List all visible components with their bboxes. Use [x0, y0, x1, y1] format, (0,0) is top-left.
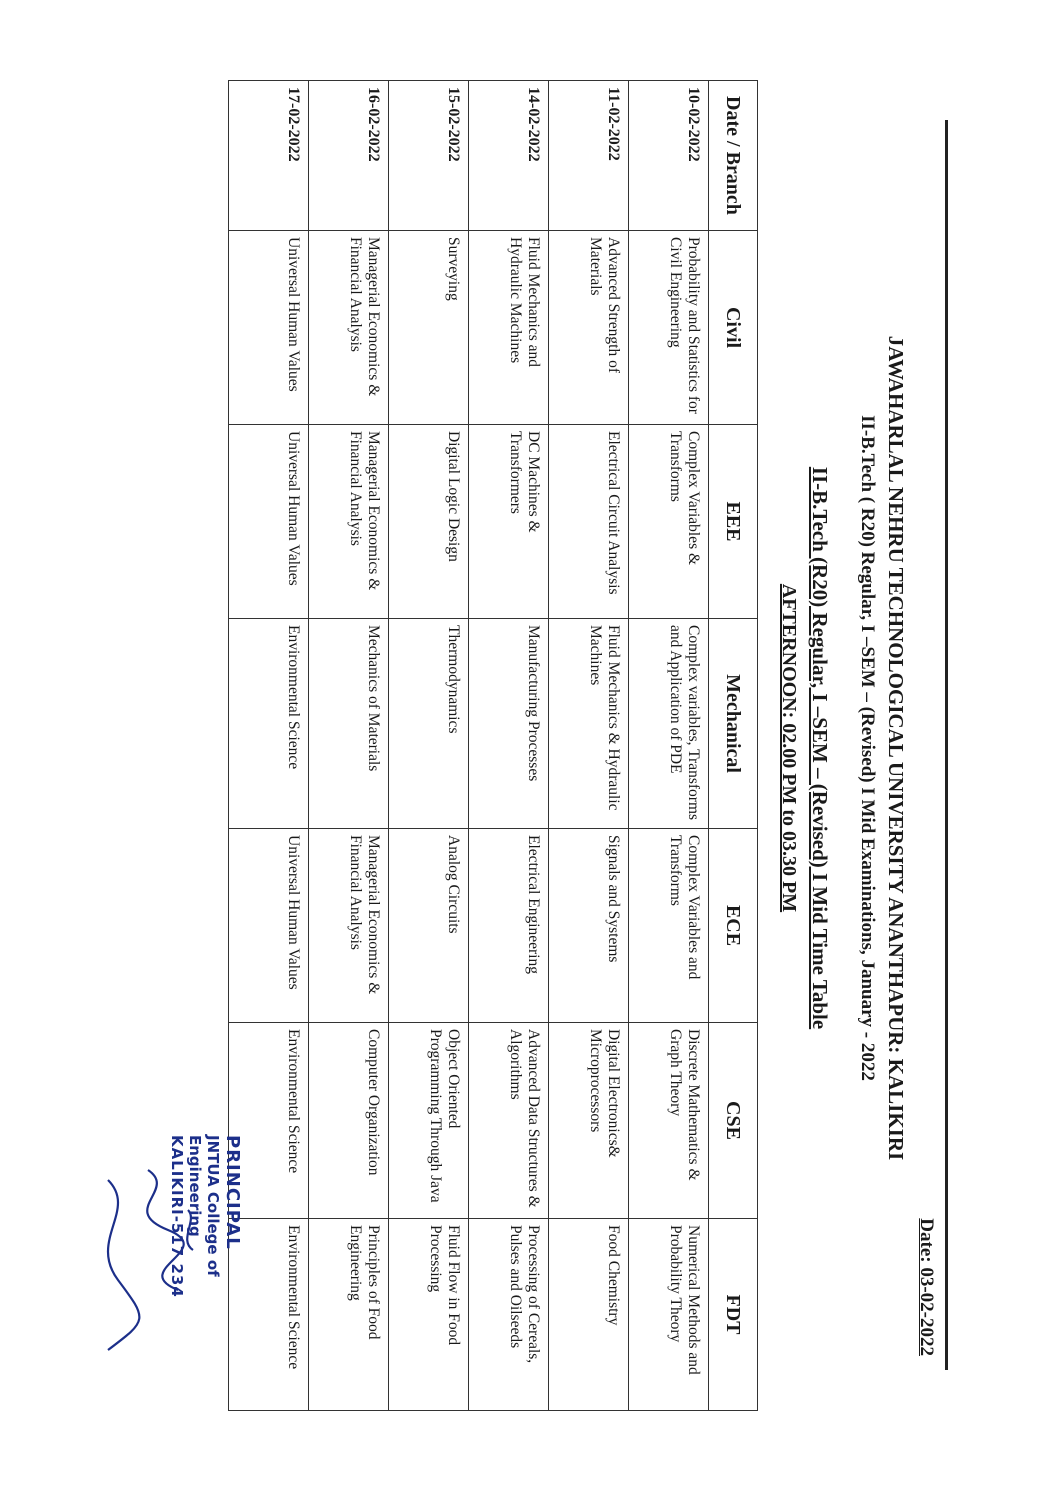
exam-title: II-B.Tech ( R20) Regular, I –SEM – (Revised) I Mid Examinations, January - 2022 [857, 415, 878, 1081]
handwritten-signature [78, 1150, 208, 1370]
stamp-place: KALIKIRI-517 234 [168, 1135, 186, 1298]
table-header-row [709, 81, 758, 1411]
table-cell: Digital Logic Design [389, 425, 469, 619]
table-cell: Fluid Flow in Food Processing [389, 1219, 469, 1411]
table-cell: Electrical Engineering [469, 829, 549, 1023]
table-cell: Numerical Methods and Probability Theory [629, 1219, 709, 1411]
header-mechanical: Mechanical [709, 619, 758, 829]
table-cell-date: 16-02-2022 [309, 81, 389, 231]
session-time: AFTERNOON: 02.00 PM to 03.30 PM [778, 583, 800, 913]
table-cell: Complex Variables and Transforms [629, 829, 709, 1023]
table-cell: Electrical Circuit Analysis [549, 425, 629, 619]
table-cell-date: 17-02-2022 [229, 81, 309, 231]
table-cell: Probability and Statistics for Civil Engineering [629, 231, 709, 425]
table-cell: Universal Human Values [229, 829, 309, 1023]
table-row [469, 81, 549, 1411]
table-cell: Environmental Science [229, 1023, 309, 1219]
table-cell: Mechanics of Materials [309, 619, 389, 829]
university-title: JAWAHARLAL NEHRU TECHNOLOGICAL UNIVERSITY ANANTHAPUR: KALIKIRI [884, 335, 908, 1161]
table-cell: Thermodynamics [389, 619, 469, 829]
table-cell: DC Machines & Transformers [469, 425, 549, 619]
table-cell: Principles of Food Engineering [309, 1219, 389, 1411]
exam-timetable [228, 80, 758, 1411]
table-cell: Food Chemistry [549, 1219, 629, 1411]
table-cell: Managerial Economics & Financial Analysis [309, 425, 389, 619]
header-cse: CSE [709, 1023, 758, 1219]
table-row [389, 81, 469, 1411]
table-row [629, 81, 709, 1411]
table-cell: Managerial Economics & Financial Analysis [309, 231, 389, 425]
table-cell-date: 15-02-2022 [389, 81, 469, 231]
table-cell: Complex variables, Transforms and Application of PDE [629, 619, 709, 829]
stamp-college: JNTUA College of Engineering [186, 1135, 222, 1277]
table-cell: Advanced Strength of Materials [549, 231, 629, 425]
header-fdt: FDT [709, 1219, 758, 1411]
table-cell: Processing of Cereals, Pulses and Oilseeds [469, 1219, 549, 1411]
table-cell: Object Oriented Programming Through Java [389, 1023, 469, 1219]
top-rule [945, 120, 948, 1370]
table-cell: Complex Variables & Transforms [629, 425, 709, 619]
table-cell: Fluid Mechanics and Hydraulic Machines [469, 231, 549, 425]
table-cell: Analog Circuits [389, 829, 469, 1023]
table-cell: Computer Organization [309, 1023, 389, 1219]
issue-date: Date: 03-02-2022 [916, 1218, 937, 1356]
table-cell: Digital Electronics& Microprocessors [549, 1023, 629, 1219]
table-cell: Fluid Mechanics & Hydraulic Machines [549, 619, 629, 829]
table-cell: Manufacturing Processes [469, 619, 549, 829]
table-row [309, 81, 389, 1411]
header-eee: EEE [709, 425, 758, 619]
header-ece: ECE [709, 829, 758, 1023]
table-cell: Universal Human Values [229, 425, 309, 619]
table-cell: Advanced Data Structures & Algorithms [469, 1023, 549, 1219]
table-row [549, 81, 629, 1411]
table-cell-date: 14-02-2022 [469, 81, 549, 231]
header-date-branch: Date / Branch [709, 81, 758, 231]
table-cell: Environmental Science [229, 1219, 309, 1411]
table-cell: Environmental Science [229, 619, 309, 829]
timetable-title: II-B.Tech (R20) Regular, I –SEM – (Revised) I Mid Time Table [808, 466, 832, 1030]
table-cell-date: 11-02-2022 [549, 81, 629, 231]
table-cell: Signals and Systems [549, 829, 629, 1023]
header-civil: Civil [709, 231, 758, 425]
table-cell: Managerial Economics & Financial Analysis [309, 829, 389, 1023]
table-cell-date: 10-02-2022 [629, 81, 709, 231]
table-cell: Universal Human Values [229, 231, 309, 425]
table-cell: Surveying [389, 231, 469, 425]
stamp-title: PRINCIPAL [222, 1135, 243, 1250]
table-cell: Discrete Mathematics & Graph Theory [629, 1023, 709, 1219]
